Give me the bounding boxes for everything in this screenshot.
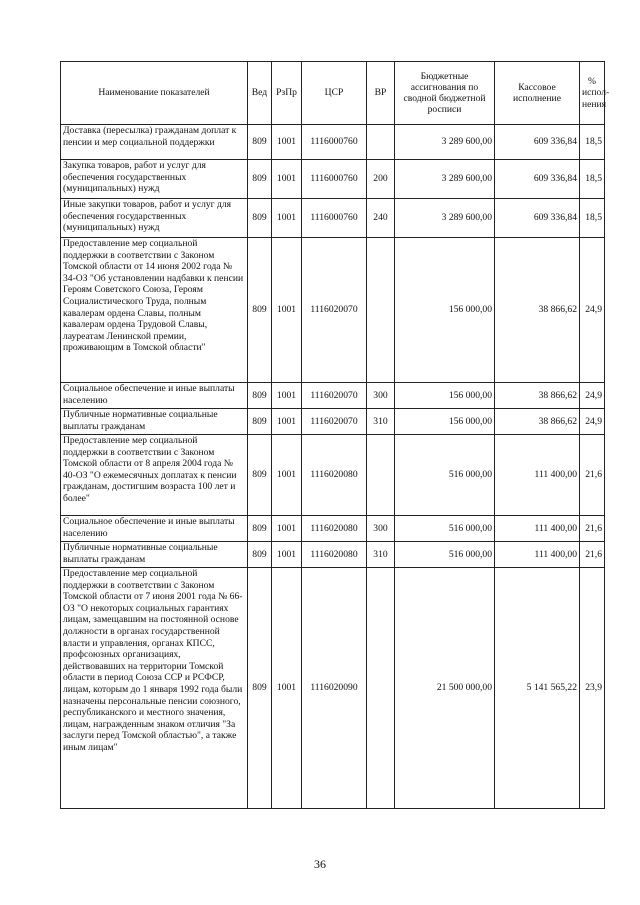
row-percent: 21,6 (580, 516, 605, 542)
row-name: Публичные нормативные социальные выплаты гражданам (61, 542, 248, 568)
row-csr: 1116020070 (302, 238, 367, 383)
row-ved: 809 (248, 383, 272, 409)
header-ved: Вед (248, 62, 272, 125)
row-percent: 24,9 (580, 238, 605, 383)
row-rzpr: 1001 (272, 516, 302, 542)
table-row (61, 160, 605, 199)
row-ved: 809 (248, 238, 272, 383)
row-percent: 18,5 (580, 160, 605, 199)
row-vr (367, 435, 395, 516)
row-budget: 3 289 600,00 (395, 125, 495, 160)
row-rzpr: 1001 (272, 435, 302, 516)
row-ved: 809 (248, 435, 272, 516)
row-cash: 5 141 565,22 (495, 568, 580, 809)
row-ved: 809 (248, 199, 272, 238)
table-row (61, 409, 605, 435)
row-budget: 156 000,00 (395, 409, 495, 435)
row-cash: 609 336,84 (495, 199, 580, 238)
row-name: Предоставление мер социальной поддержки в соответствии с Законом Томской области от 7 июня 2001 года № 66-ОЗ "О некоторых социальных гарантиях лицам, замещавшим на постоянной основе должности в органах государственной власти и управления, органах КПСС, профсоюзных организациях, действовавших на территории Томской области в период Союза ССР и РСФСР, лицам, которым до 1 января 1992 года были назначены персональные пенсии союзного, республиканского и местного значения, лицам, награжденным знаком отличия "За заслуги перед Томской областью", а также иным лицам" (61, 568, 248, 809)
row-cash: 111 400,00 (495, 542, 580, 568)
row-ved: 809 (248, 125, 272, 160)
row-budget: 156 000,00 (395, 383, 495, 409)
row-csr: 1116020090 (302, 568, 367, 809)
header-budget: Бюджетные ассигнования по сводной бюджетной росписи (395, 62, 495, 125)
row-csr: 1116020080 (302, 516, 367, 542)
row-name: Предоставление мер социальной поддержки в соответствии с Законом Томской области от 8 апреля 2004 года № 40-ОЗ "О ежемесячных доплатах к пенсии гражданам, достигшим возраста 100 лет и более" (61, 435, 248, 516)
table-row (61, 238, 605, 383)
header-percent: % испол- нения (580, 62, 605, 125)
row-percent: 18,5 (580, 125, 605, 160)
row-budget: 21 500 000,00 (395, 568, 495, 809)
row-vr: 310 (367, 542, 395, 568)
row-csr: 1116020080 (302, 435, 367, 516)
row-vr: 240 (367, 199, 395, 238)
header-vr: ВР (367, 62, 395, 125)
header-cash: Кассовое исполнение (495, 62, 580, 125)
row-budget: 516 000,00 (395, 516, 495, 542)
row-percent: 21,6 (580, 542, 605, 568)
row-rzpr: 1001 (272, 542, 302, 568)
row-rzpr: 1001 (272, 160, 302, 199)
row-name: Доставка (пересылка) гражданам доплат к пенсии и мер социальной поддержки (61, 125, 248, 160)
table-header-row (61, 62, 605, 125)
row-ved: 809 (248, 160, 272, 199)
row-cash: 38 866,62 (495, 409, 580, 435)
row-percent: 23,9 (580, 568, 605, 809)
row-cash: 38 866,62 (495, 383, 580, 409)
table-row (61, 568, 605, 809)
table-row (61, 125, 605, 160)
row-cash: 609 336,84 (495, 160, 580, 199)
row-ved: 809 (248, 542, 272, 568)
row-cash: 609 336,84 (495, 125, 580, 160)
row-budget: 3 289 600,00 (395, 160, 495, 199)
row-ved: 809 (248, 409, 272, 435)
table-row (61, 516, 605, 542)
row-percent: 21,6 (580, 435, 605, 516)
row-name: Закупка товаров, работ и услуг для обеспечения государственных (муниципальных) нужд (61, 160, 248, 199)
row-vr: 200 (367, 160, 395, 199)
row-csr: 1116020070 (302, 383, 367, 409)
row-name: Социальное обеспечение и иные выплаты населению (61, 516, 248, 542)
row-vr (367, 125, 395, 160)
row-vr: 300 (367, 383, 395, 409)
row-vr: 300 (367, 516, 395, 542)
row-vr (367, 568, 395, 809)
row-cash: 111 400,00 (495, 435, 580, 516)
row-rzpr: 1001 (272, 199, 302, 238)
header-csr: ЦСР (302, 62, 367, 125)
row-name: Публичные нормативные социальные выплаты гражданам (61, 409, 248, 435)
budget-table (60, 61, 610, 809)
row-percent: 18,5 (580, 199, 605, 238)
row-budget: 156 000,00 (395, 238, 495, 383)
table-row (61, 435, 605, 516)
table-row (61, 383, 605, 409)
row-percent: 24,9 (580, 383, 605, 409)
row-name: Предоставление мер социальной поддержки в соответствии с Законом Томской области от 14 июня 2002 года № 34-ОЗ "Об установлении надбавки к пенсии Героям Советского Союза, Героям Социалистического Труда, полным кавалерам ордена Славы, полным кавалерам ордена Трудовой Славы, лауреатам Ленинской премии, проживающим в Томской области" (61, 238, 248, 383)
row-budget: 3 289 600,00 (395, 199, 495, 238)
row-rzpr: 1001 (272, 238, 302, 383)
row-rzpr: 1001 (272, 568, 302, 809)
row-csr: 1116000760 (302, 160, 367, 199)
row-ved: 809 (248, 516, 272, 542)
row-cash: 111 400,00 (495, 516, 580, 542)
row-vr: 310 (367, 409, 395, 435)
row-budget: 516 000,00 (395, 435, 495, 516)
row-cash: 38 866,62 (495, 238, 580, 383)
row-csr: 1116000760 (302, 199, 367, 238)
row-ved: 809 (248, 568, 272, 809)
row-rzpr: 1001 (272, 409, 302, 435)
page-number: 36 (314, 857, 326, 871)
row-rzpr: 1001 (272, 383, 302, 409)
row-csr: 1116000760 (302, 125, 367, 160)
row-budget: 516 000,00 (395, 542, 495, 568)
table-row (61, 542, 605, 568)
row-name: Социальное обеспечение и иные выплаты населению (61, 383, 248, 409)
row-csr: 1116020070 (302, 409, 367, 435)
row-csr: 1116020080 (302, 542, 367, 568)
row-rzpr: 1001 (272, 125, 302, 160)
row-percent: 24,9 (580, 409, 605, 435)
header-rzpr: РзПр (272, 62, 302, 125)
table-row (61, 199, 605, 238)
row-name: Иные закупки товаров, работ и услуг для обеспечения государственных (муниципальных) нужд (61, 199, 248, 238)
header-name: Наименование показателей (61, 62, 248, 125)
row-vr (367, 238, 395, 383)
